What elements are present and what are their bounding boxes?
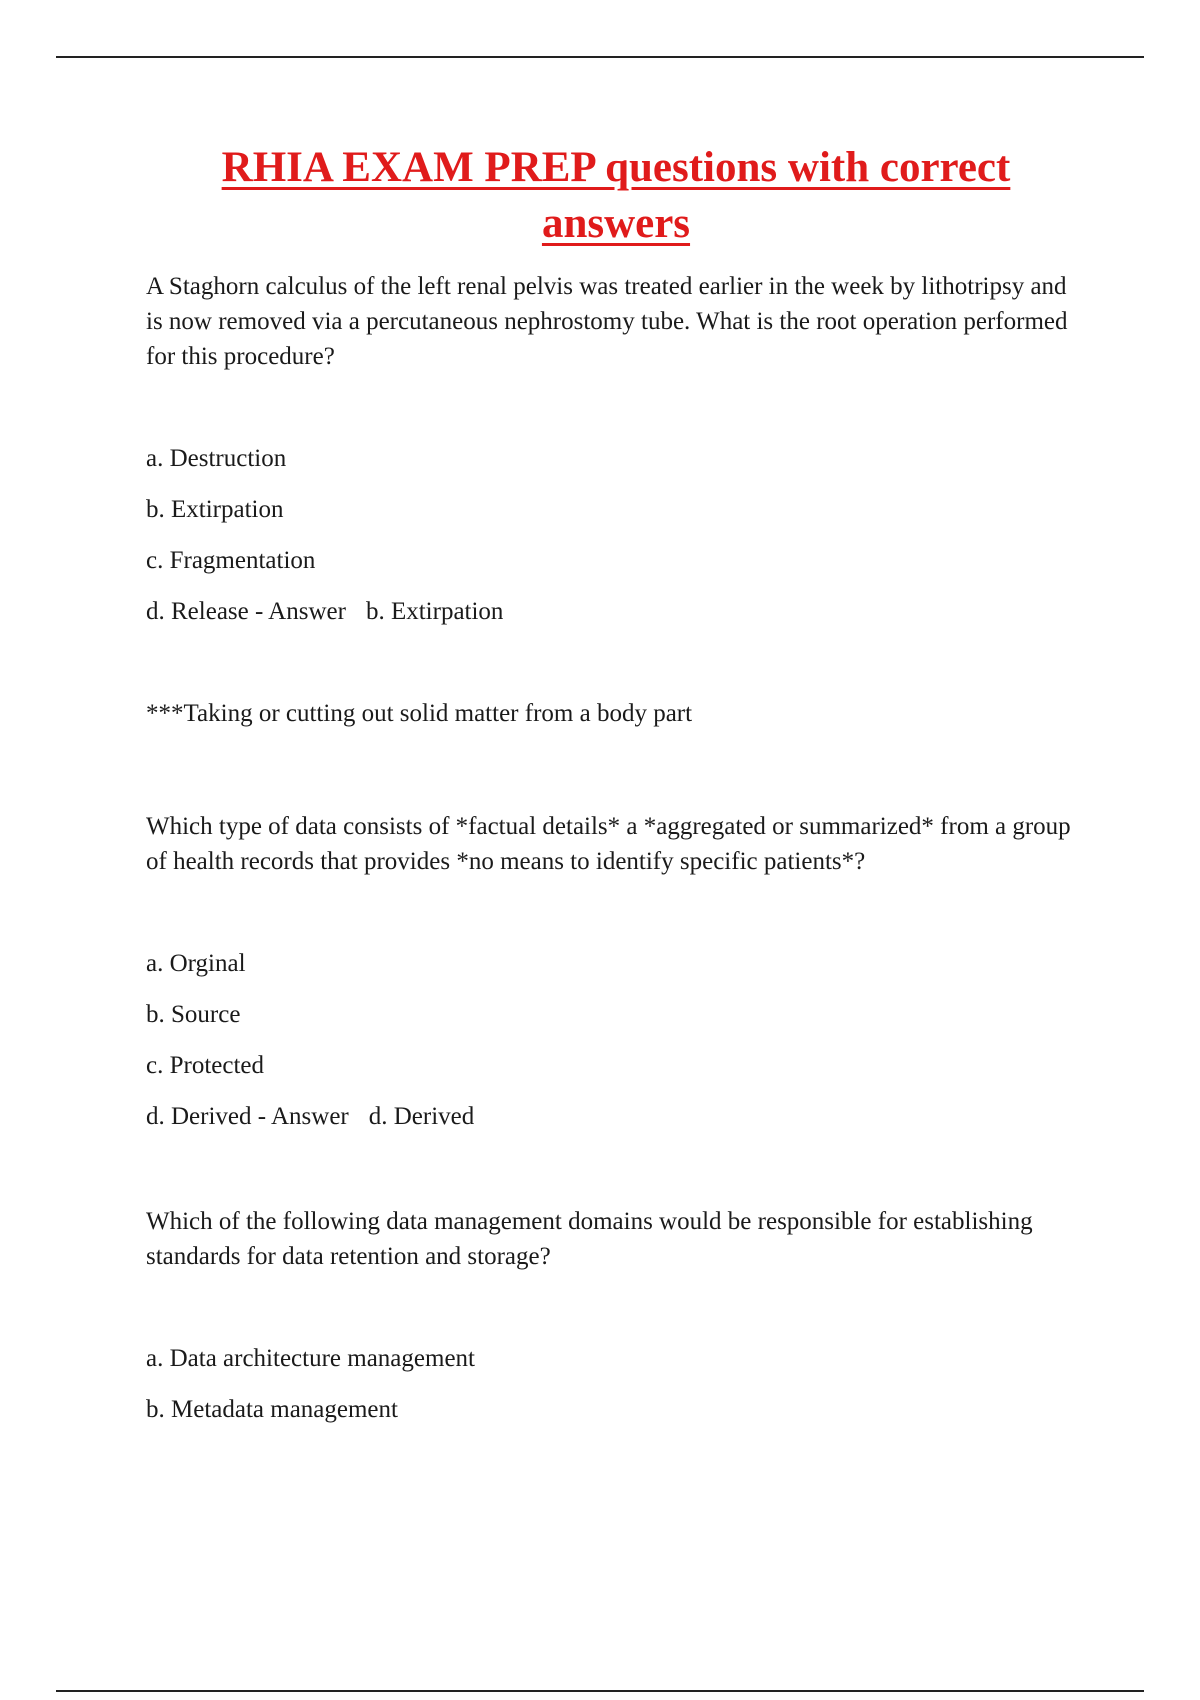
correct-answer: d. Derived — [368, 1103, 475, 1130]
title-line-2: answers — [541, 200, 691, 247]
answer-label: - Answer — [257, 1103, 349, 1130]
option-a: a. Orginal — [146, 950, 246, 977]
option-d-with-answer — [146, 594, 1086, 629]
option-a: a. Data architecture management — [146, 1345, 475, 1372]
answer-options — [146, 1341, 1086, 1427]
title-line-1: RHIA EXAM PREP questions with correct — [221, 144, 1011, 191]
question-text: Which of the following data management domains would be responsible for establishing standards for data retention and storage? — [146, 1208, 1033, 1270]
question-block-2 — [146, 809, 1086, 1134]
option-c: c. Protected — [146, 1052, 265, 1079]
document-body — [146, 269, 1086, 1443]
question-block-1 — [146, 269, 1086, 731]
question-block-3 — [146, 1204, 1086, 1427]
header-rule — [56, 56, 1144, 58]
question-text: Which type of data consists of *factual details* a *aggregated or summarized* from a group of health records that provides *no means to identify specific patients*? — [146, 813, 1071, 875]
correct-answer: b. Extirpation — [365, 598, 504, 625]
option-d: d. Derived — [146, 1103, 252, 1130]
option-b: b. Source — [146, 1001, 241, 1028]
option-c: c. Fragmentation — [146, 547, 316, 574]
option-b: b. Extirpation — [146, 496, 284, 523]
answer-explanation: ***Taking or cutting out solid matter from a body part — [146, 700, 693, 727]
answer-options — [146, 441, 1086, 629]
option-d: d. Release — [146, 598, 249, 625]
document-title — [150, 140, 1082, 252]
question-text: A Staghorn calculus of the left renal pelvis was treated earlier in the week by lithotripsy and is now removed via a percutaneous nephrostomy tube. What is the root operation performed for this procedure? — [146, 273, 1068, 370]
footer-rule — [56, 1690, 1144, 1692]
option-a: a. Destruction — [146, 445, 287, 472]
option-d-with-answer — [146, 1099, 1086, 1134]
answer-options — [146, 946, 1086, 1134]
option-b: b. Metadata management — [146, 1396, 398, 1423]
answer-label: - Answer — [254, 598, 346, 625]
